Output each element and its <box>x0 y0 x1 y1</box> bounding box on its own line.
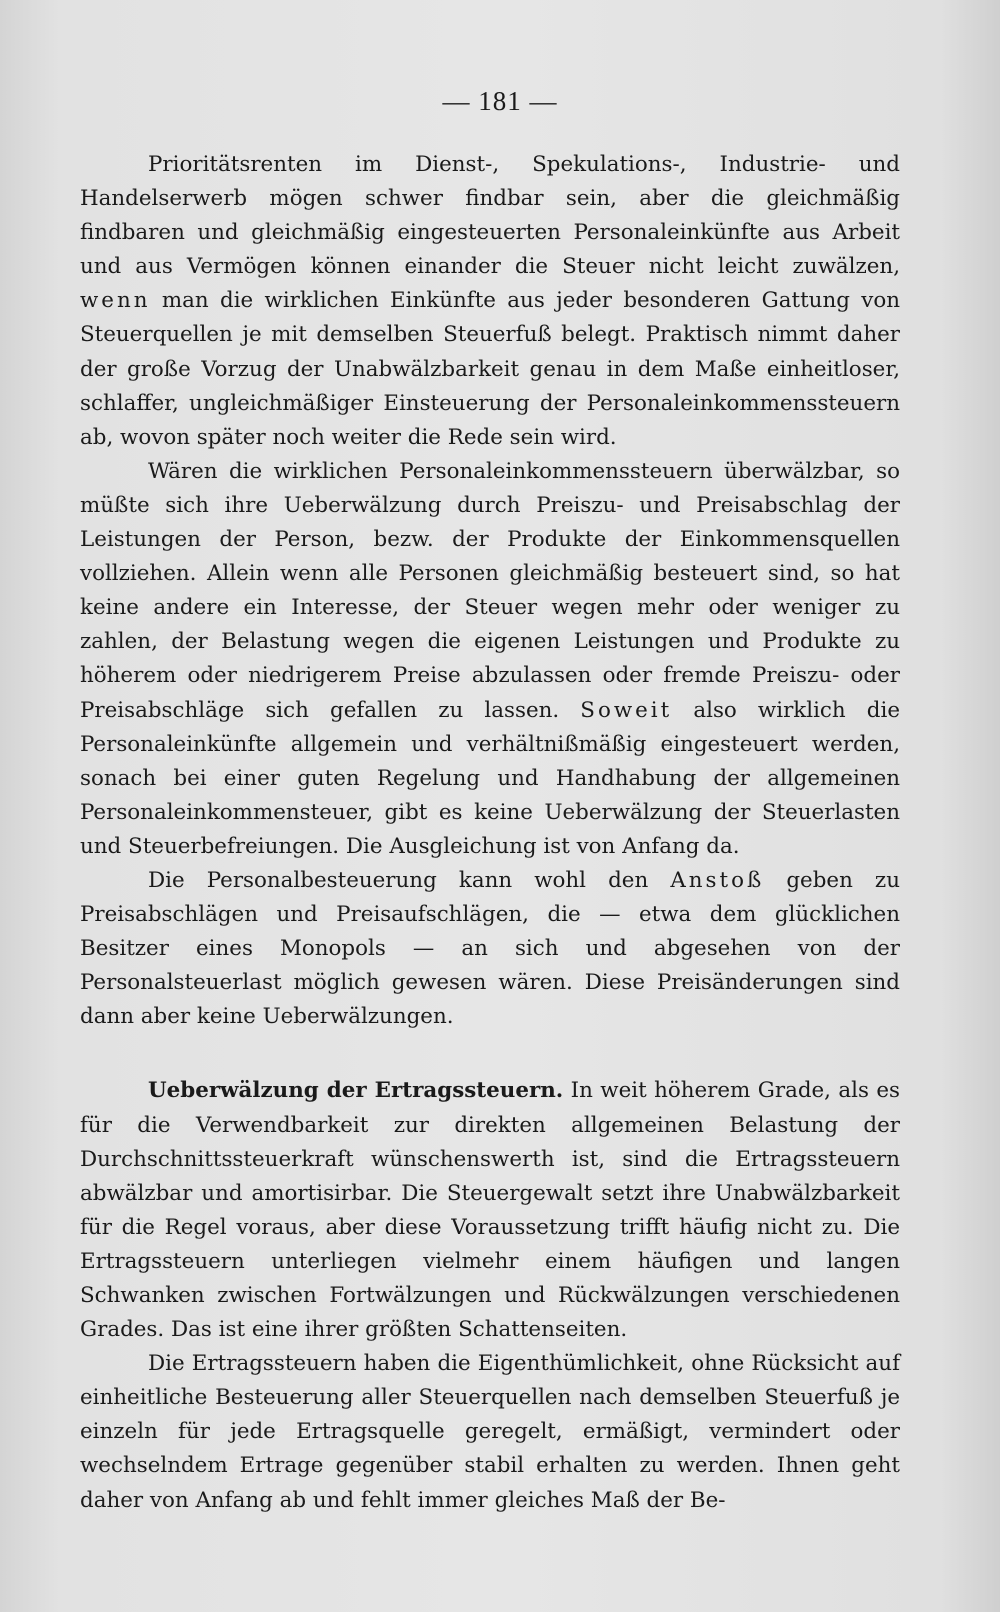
paragraph-4-text: In weit höherem Grade, als es für die Verwendbarkeit zur direkten allgemeinen Belastung der Durchschnittssteuerkraft wünschenswerth ist, sind die Ertragssteuern abwälzbar und amortisirbar. Die Steuergewalt setzt ihre Unabwälzbarkeit für die Regel voraus, aber diese Voraussetzung trifft häufig nicht zu. Die Ertragssteuern unterliegen vielmehr einem häufigen und langen Schwanken zwischen Fortwälzungen und Rückwälzungen verschiedenen Grades. Das ist eine ihrer größten Schattenseiten. <box>80 1078 900 1343</box>
section-heading: Ueberwälzung der Ertragssteuern. <box>148 1078 564 1104</box>
paragraph-1-emphasis: wenn <box>80 288 151 314</box>
paragraph-2-text: Wären die wirklichen Personaleinkommenssteuern überwälzbar, so müßte sich ihre Ueberwälzung durch Preiszu- und Preisabschlag der Leistungen der Person, bezw. der Produkte der Einkommensquellen vollziehen. Allein wenn alle Personen gleichmäßig besteuert sind, so hat keine andere ein Interesse, der Steuer wegen mehr oder weniger zu zahlen, der Belastung wegen die eigenen Leistungen und Produkte zu höherem oder niedrigerem Preise abzulassen oder fremde Preiszu- oder Preisabschläge sich gefallen zu lassen. <box>80 458 900 723</box>
paragraph-1 <box>80 148 900 455</box>
paragraph-3-emphasis: Anstoß <box>670 867 765 893</box>
paragraph-2-text-after: also wirklich die Personaleinkünfte allgemein und verhältnißmäßig eingesteuert werden, sonach bei einer guten Regelung und Handhabung der allgemeinen Personaleinkommensteuer, gibt es keine Ueberwälzung der Steuerlasten und Steuerbefreiungen. Die Ausgleichung ist von Anfang da. <box>80 697 900 859</box>
paragraph-5-text: Die Ertragssteuern haben die Eigenthümlichkeit, ohne Rücksicht auf einheitliche Besteuerung aller Steuerquellen nach demselben Steuerfuß je einzeln für jede Ertragsquelle geregelt, ermäßigt, vermindert oder wechselndem Ertrage gegenüber stabil erhalten zu werden. Ihnen geht daher von Anfang ab und fehlt immer gleiches Maß der Be- <box>80 1351 900 1513</box>
paragraph-2-emphasis: Soweit <box>580 697 673 723</box>
page-number: — 181 — <box>442 86 558 116</box>
paragraph-1-text: Prioritätsrenten im Dienst-, Spekulations-, Industrie- und Handelserwerb mögen schwer findbar sein, aber die gleichmäßig findbaren und gleichmäßig eingesteuerten Personaleinkünfte aus Arbeit und aus Vermögen können einander die Steuer nicht leicht zuwälzen, <box>80 152 900 280</box>
paragraph-4 <box>80 1074 900 1347</box>
paragraph-1-text-after: man die wirklichen Einkünfte aus jeder besonderen Gattung von Steuerquellen je mit demselben Steuerfuß belegt. Praktisch nimmt daher der große Vorzug der Unabwälzbarkeit genau in dem Maße einheitloser, schlaffer, ungleichmäßiger Einsteuerung der Personaleinkommenssteuern ab, wovon später noch weiter die Rede sein wird. <box>80 288 900 450</box>
paragraph-3 <box>80 864 900 1034</box>
paragraph-3-text: Die Personalbesteuerung kann wohl den <box>148 867 671 893</box>
paragraph-3-text-after: geben zu Preisabschlägen und Preisaufschlägen, die — etwa dem glücklichen Besitzer eines Monopols — an sich und abgesehen von der Personalsteuerlast möglich gewesen wären. Diese Preisänderungen sind dann aber keine Ueberwälzungen. <box>80 867 900 1030</box>
paragraph-2 <box>80 455 900 864</box>
page-body <box>80 148 900 1518</box>
paragraph-5 <box>80 1347 900 1517</box>
